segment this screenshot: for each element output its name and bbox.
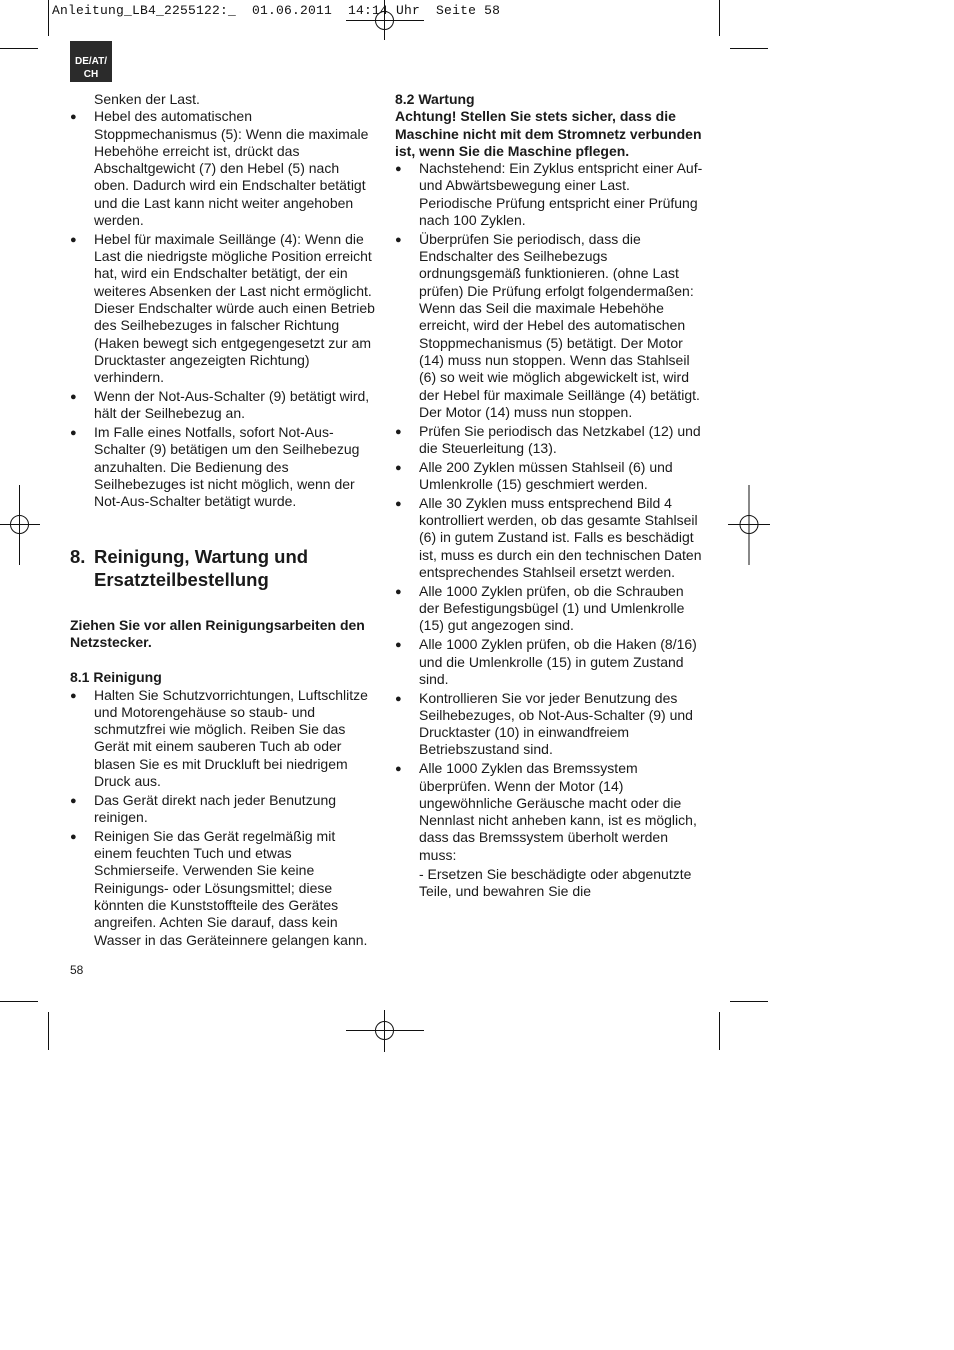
registration-mark-icon — [728, 485, 770, 565]
cleaning-list — [70, 687, 375, 949]
list-item: ● Halten Sie Schutzvorrichtungen, Luftschlitze und Motorengehäuse so staub- und schmutzfrei wie möglich. Reiben Sie das Gerät mit einem sauberen Tuch ab oder blasen Sie es mit Druckluft bei niedrigem Druck aus. — [70, 687, 375, 791]
page-number: 58 — [70, 963, 84, 977]
section-number: 8. — [70, 545, 86, 567]
crop-mark — [730, 1001, 768, 1002]
language-badge-line: CH — [83, 69, 99, 80]
crop-mark — [48, 0, 49, 36]
left-column — [70, 91, 375, 950]
list-item: ● Hebel für maximale Seillänge (4): Wenn die Last die niedrigste mögliche Position erreicht hat, wird ein Endschalter betätigt, der ein weiteres Absenken der Last nicht ermöglicht. Dieser Endschalter würde auch einen Betrieb des Seilhebezuges in falscher Richtung (Haken bewegt sich entgegengesetzt zur am Drucktaster angezeigten Richtung) verhindern. — [70, 231, 375, 387]
language-badge-line: DE/AT/ — [74, 56, 108, 67]
continued-text: Senken der Last. — [94, 91, 200, 107]
section-title: Reinigung, Wartung und — [94, 545, 309, 567]
list-item: ● Alle 1000 Zyklen das Bremssystem überprüfen. Wenn der Motor (14) ungewöhnliche Geräusche macht oder die Nennlast nicht anheben kann, ist es möglich, dass das Bremssystem überholt werden muss: — [395, 760, 705, 864]
list-item: ● Das Gerät direkt nach jeder Benutzung reinigen. — [70, 792, 375, 827]
subsection-title: 8.2 Wartung — [395, 91, 475, 107]
safety-features-list — [70, 108, 375, 510]
maintenance-list — [395, 160, 705, 864]
list-item: ● Alle 200 Zyklen müssen Stahlseil (6) und Umlenkrolle (15) geschmiert werden. — [395, 459, 705, 494]
continued-text: - Ersetzen Sie beschädigte oder abgenutzte Teile, und bewahren Sie die — [419, 865, 692, 899]
crop-mark — [730, 48, 768, 49]
right-column — [395, 91, 705, 900]
section-heading — [70, 545, 375, 591]
crop-mark — [719, 1012, 720, 1050]
subsection-title: 8.1 Reinigung — [70, 669, 162, 686]
language-badge — [70, 41, 112, 82]
list-item: ● Kontrollieren Sie vor jeder Benutzung des Seilhebezuges, ob Not-Aus-Schalter (9) und Drucktaster (10) in einwandfreiem Betriebszustand sind. — [395, 690, 705, 759]
section-title-cont: Ersatzteilbestellung — [94, 568, 269, 590]
print-slug: Anleitung_LB4_2255122:_ 01.06.2011 14:14 Uhr Seite 58 — [52, 3, 501, 18]
list-item: ● Alle 30 Zyklen muss entsprechend Bild 4 kontrolliert werden, ob das gesamte Stahlseil (6) in gutem Zustand ist. Falls es beschädigt ist, muss es durch ein den technischen Daten entsprechendes Stahlseil ersetzt werden. — [395, 495, 705, 581]
list-item: ● Alle 1000 Zyklen prüfen, ob die Schrauben der Befestigungsbügel (1) und Umlenkrolle (15) gut angezogen sind. — [395, 583, 705, 635]
registration-mark-icon — [0, 485, 40, 565]
crop-mark — [719, 0, 720, 36]
registration-mark-icon — [346, 0, 424, 40]
list-item: ● Im Falle eines Notfalls, sofort Not-Aus-Schalter (9) betätigen um den Seilhebezug anzuhalten. Die Bedienung des Seilhebezuges ist nicht möglich, wenn der Not-Aus-Schalter betätigt wurde. — [70, 424, 375, 510]
list-item: ● Reinigen Sie das Gerät regelmäßig mit einem feuchten Tuch und etwas Schmierseife. Verwenden Sie keine Reinigungs- oder Lösungsmittel; diese könnten die Kunststoffteile des Gerätes angreifen. Achten Sie darauf, dass kein Wasser in das Geräteinnere gelangen kann. — [70, 828, 375, 949]
list-item: ● Hebel des automatischen Stoppmechanismus (5): Wenn die maximale Hebehöhe erreicht ist, drückt das Abschaltgewicht (7) den Hebel (5) nach oben. Dadurch wird ein Endschalter betätigt und die Last kann nicht weiter angehoben werden. — [70, 108, 375, 229]
warning-text: Ziehen Sie vor allen Reinigungsarbeiten den Netzstecker. — [70, 616, 365, 650]
list-item: ● Prüfen Sie periodisch das Netzkabel (12) und die Steuerleitung (13). — [395, 423, 705, 458]
list-item: ● Wenn der Not-Aus-Schalter (9) betätigt wird, hält der Seilhebezug an. — [70, 388, 375, 423]
registration-mark-icon — [346, 1010, 424, 1052]
list-item: ● Alle 1000 Zyklen prüfen, ob die Haken (8/16) und die Umlenkrolle (15) in gutem Zustand sind. — [395, 636, 705, 688]
warning-text: Achtung! Stellen Sie stets sicher, dass die Maschine nicht mit dem Stromnetz verbunden ist, wenn Sie die Maschine pflegen. — [395, 108, 702, 159]
crop-mark — [0, 48, 38, 49]
list-item: ● Nachstehend: Ein Zyklus entspricht einer Auf- und Abwärtsbewegung einer Last. Periodische Prüfung entspricht einer Prüfung nach 100 Zyklen. — [395, 160, 705, 229]
list-item: ● Überprüfen Sie periodisch, dass die Endschalter des Seilhebezugs ordnungsgemäß funktionieren. (ohne Last prüfen) Die Prüfung erfolgt folgendermaßen: Wenn das Seil die maximale Hebehöhe erreicht, wird der Hebel des automatischen Stoppmechanismus (5) betätigt. Der Motor (14) muss nun stoppen. Wenn das Stahlseil (6) so weit wie möglich abgewickelt ist, wird der Hebel für maximale Seillänge (4) betätigt. Der Motor (14) muss nun stoppen. — [395, 231, 705, 421]
crop-mark — [48, 1012, 49, 1050]
crop-mark — [0, 1001, 38, 1002]
